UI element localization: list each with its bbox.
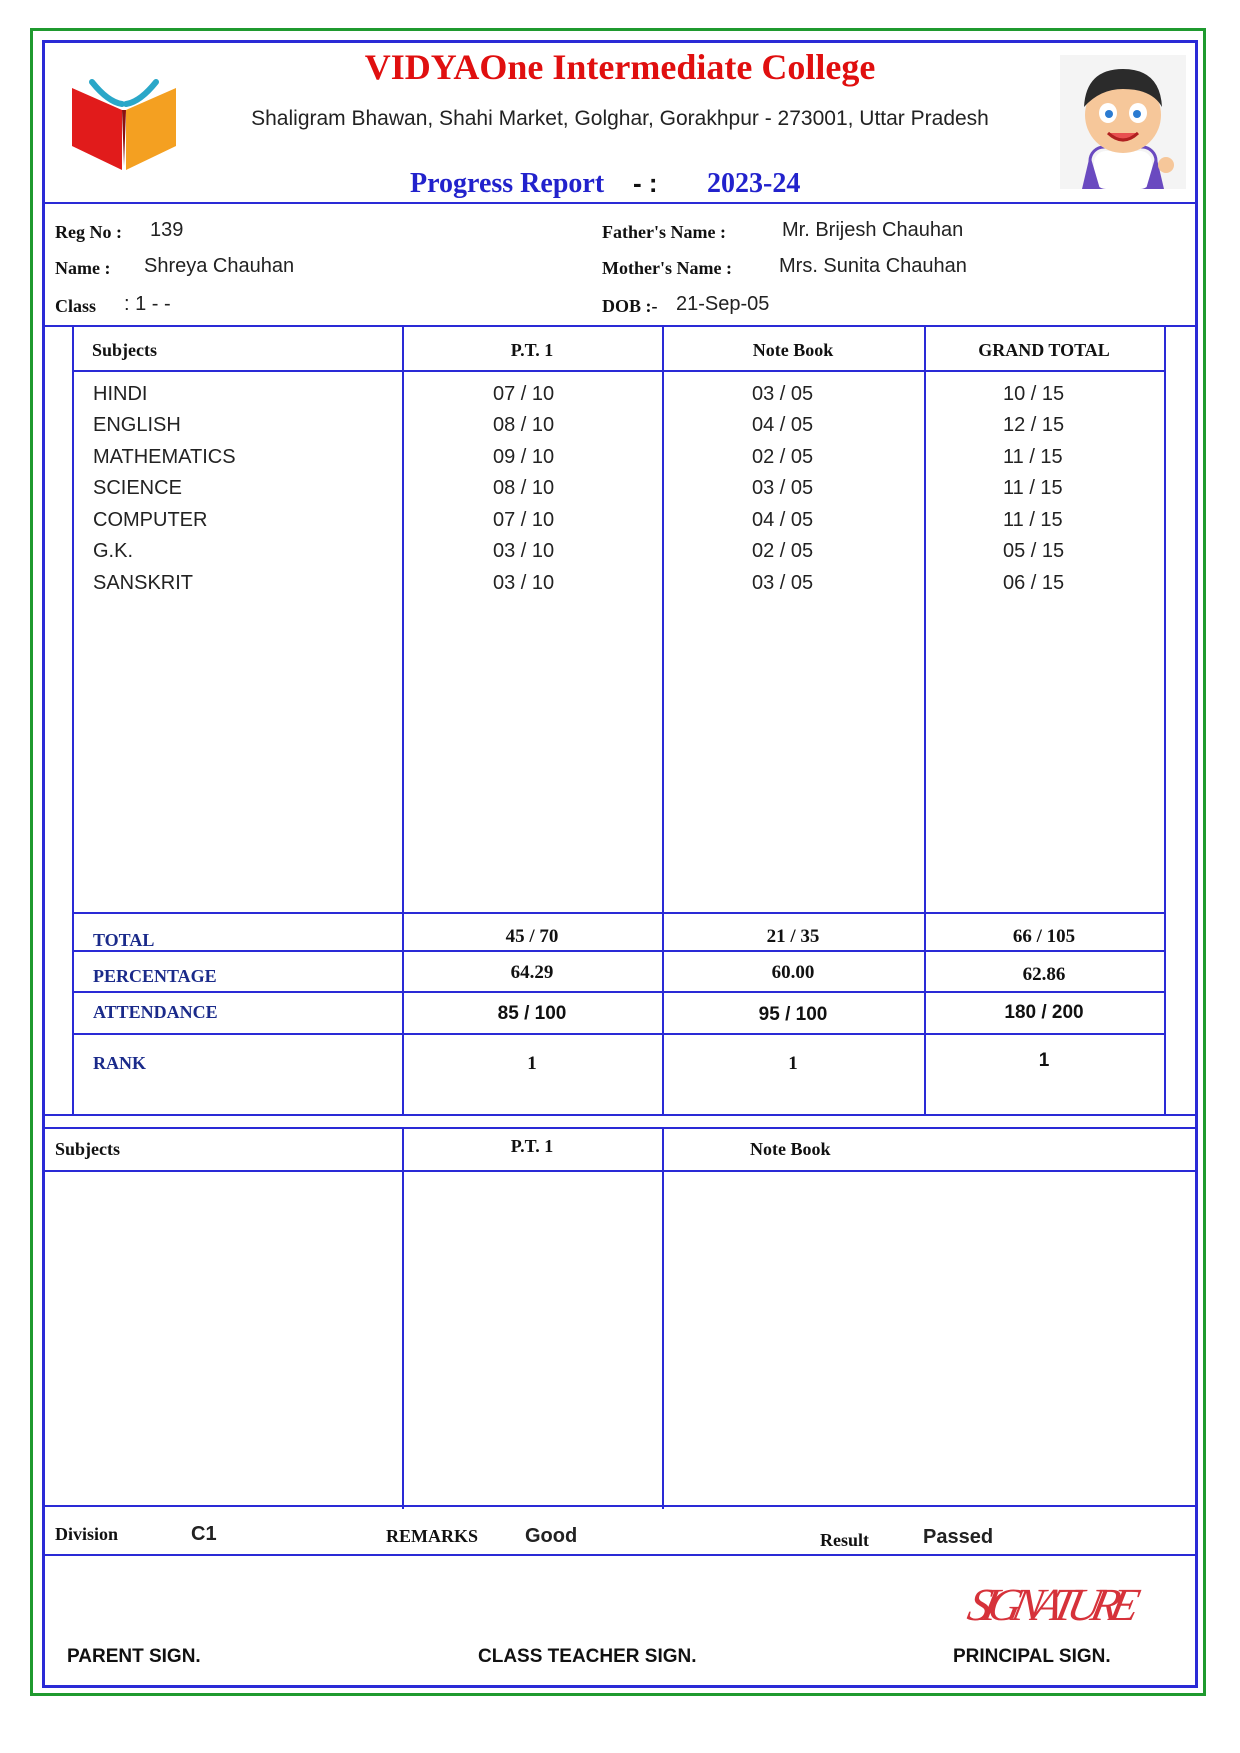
total-grand: 66 / 105 bbox=[1012, 926, 1076, 947]
marks-table-right-edge bbox=[1164, 325, 1166, 1115]
notebook-marks: 04 / 05 bbox=[752, 414, 814, 436]
marks-table-col-divider-2 bbox=[662, 325, 664, 1115]
student-cartoon-icon bbox=[1060, 55, 1186, 189]
parent-sign-label: PARENT SIGN. bbox=[67, 1646, 201, 1667]
subject-name: G.K. bbox=[93, 540, 134, 562]
co-header-pt1: P.T. 1 bbox=[510, 1136, 554, 1156]
marks-header-subjects: Subjects bbox=[92, 340, 158, 360]
grand-total-marks: 05 / 15 bbox=[1003, 540, 1065, 562]
pt1-marks: 08 / 10 bbox=[493, 477, 555, 499]
total-pt1: 45 / 70 bbox=[505, 926, 559, 947]
notebook-marks: 04 / 05 bbox=[752, 509, 814, 531]
report-session: 2023-24 bbox=[707, 168, 801, 199]
co-table-header-divider bbox=[42, 1170, 1198, 1172]
marks-header-divider bbox=[72, 370, 1166, 372]
notebook-marks: 03 / 05 bbox=[752, 383, 814, 405]
total-notebook: 21 / 35 bbox=[766, 926, 820, 947]
attendance-grand: 180 / 200 bbox=[1004, 1002, 1084, 1023]
attendance-pt1: 85 / 100 bbox=[497, 1003, 567, 1024]
pt1-marks: 09 / 10 bbox=[493, 446, 555, 468]
marks-header-pt1: P.T. 1 bbox=[510, 340, 554, 360]
pt1-marks: 03 / 10 bbox=[493, 540, 555, 562]
summary-divider-3 bbox=[72, 1033, 1166, 1035]
class-teacher-sign-label: CLASS TEACHER SIGN. bbox=[478, 1646, 697, 1667]
dob-value: 21-Sep-05 bbox=[676, 293, 770, 315]
mother-name-value: Mrs. Sunita Chauhan bbox=[779, 255, 967, 277]
marks-body-divider bbox=[72, 912, 1166, 914]
remarks-label: REMARKS bbox=[386, 1526, 479, 1546]
father-name-value: Mr. Brijesh Chauhan bbox=[782, 219, 964, 241]
name-label: Name : bbox=[55, 258, 111, 278]
result-divider bbox=[42, 1554, 1198, 1556]
student-photo bbox=[1060, 55, 1186, 189]
info-divider bbox=[42, 325, 1198, 327]
rank-pt1: 1 bbox=[527, 1053, 537, 1074]
subject-name: HINDI bbox=[93, 383, 148, 405]
attendance-label: ATTENDANCE bbox=[93, 1002, 218, 1022]
marks-table-bottom bbox=[42, 1114, 1198, 1116]
rank-grand: 1 bbox=[1038, 1050, 1050, 1071]
header-divider bbox=[42, 202, 1198, 204]
notebook-marks: 03 / 05 bbox=[752, 572, 814, 594]
pt1-marks: 07 / 10 bbox=[493, 383, 555, 405]
reg-no-value: 139 bbox=[150, 219, 184, 241]
signature-icon bbox=[962, 1572, 1152, 1632]
class-label: Class bbox=[55, 296, 97, 316]
co-table-col-divider-1 bbox=[402, 1127, 404, 1509]
report-title-separator: - : bbox=[633, 168, 658, 198]
rank-notebook: 1 bbox=[788, 1053, 798, 1074]
total-label: TOTAL bbox=[93, 930, 155, 950]
principal-signature-text: SIGNATURE bbox=[963, 1580, 1145, 1631]
percentage-pt1: 64.29 bbox=[510, 962, 554, 983]
summary-divider-1 bbox=[72, 950, 1166, 952]
percentage-notebook: 60.00 bbox=[771, 962, 815, 983]
grand-total-marks: 11 / 15 bbox=[1003, 446, 1063, 468]
college-name: VIDYAOne Intermediate College bbox=[364, 47, 876, 87]
notebook-marks: 03 / 05 bbox=[752, 477, 814, 499]
notebook-marks: 02 / 05 bbox=[752, 540, 814, 562]
report-title: Progress Report bbox=[410, 168, 605, 199]
marks-header-notebook: Note Book bbox=[752, 340, 834, 360]
notebook-marks: 02 / 05 bbox=[752, 446, 814, 468]
principal-signature-mark bbox=[962, 1572, 1152, 1632]
subject-name: ENGLISH bbox=[93, 414, 181, 436]
marks-header-grand-total: GRAND TOTAL bbox=[978, 340, 1110, 360]
subject-name: SANSKRIT bbox=[93, 572, 194, 594]
result-label: Result bbox=[820, 1530, 869, 1550]
marks-table-col-divider-1 bbox=[402, 325, 404, 1115]
reg-no-label: Reg No : bbox=[55, 222, 122, 242]
dob-label: DOB :- bbox=[602, 296, 658, 316]
pt1-marks: 03 / 10 bbox=[493, 572, 555, 594]
father-name-label: Father's Name : bbox=[602, 222, 726, 242]
summary-divider-2 bbox=[72, 991, 1166, 993]
marks-table-left-edge bbox=[72, 325, 74, 1115]
co-table-col-divider-2 bbox=[662, 1127, 664, 1509]
remarks-value: Good bbox=[525, 1525, 578, 1547]
co-header-subjects: Subjects bbox=[55, 1139, 121, 1159]
name-value: Shreya Chauhan bbox=[144, 255, 295, 277]
pt1-marks: 08 / 10 bbox=[493, 414, 555, 436]
subject-name: COMPUTER bbox=[93, 509, 208, 531]
grand-total-marks: 12 / 15 bbox=[1003, 414, 1065, 436]
grand-total-marks: 11 / 15 bbox=[1003, 477, 1063, 499]
mother-name-label: Mother's Name : bbox=[602, 258, 732, 278]
rank-label: RANK bbox=[93, 1053, 146, 1073]
percentage-label: PERCENTAGE bbox=[93, 966, 217, 986]
marks-table-col-divider-3 bbox=[924, 325, 926, 1115]
division-value: C1 bbox=[191, 1523, 217, 1545]
division-label: Division bbox=[55, 1524, 119, 1544]
result-value: Passed bbox=[923, 1526, 994, 1548]
open-book-logo-icon bbox=[64, 74, 184, 174]
class-value: : 1 - - bbox=[124, 293, 171, 315]
subject-name: MATHEMATICS bbox=[93, 446, 236, 468]
inner-border bbox=[42, 40, 1198, 1688]
principal-sign-label: PRINCIPAL SIGN. bbox=[953, 1646, 1111, 1667]
subject-name: SCIENCE bbox=[93, 477, 182, 499]
grand-total-marks: 11 / 15 bbox=[1003, 509, 1063, 531]
grand-total-marks: 10 / 15 bbox=[1003, 383, 1065, 405]
percentage-grand: 62.86 bbox=[1022, 964, 1066, 985]
attendance-notebook: 95 / 100 bbox=[758, 1004, 828, 1025]
co-scholastic-top bbox=[42, 1127, 1198, 1129]
college-logo bbox=[64, 74, 184, 174]
pt1-marks: 07 / 10 bbox=[493, 509, 555, 531]
grand-total-marks: 06 / 15 bbox=[1003, 572, 1065, 594]
co-scholastic-bottom bbox=[42, 1505, 1198, 1507]
college-address: Shaligram Bhawan, Shahi Market, Golghar, Gorakhpur - 273001, Uttar Pradesh bbox=[251, 107, 989, 130]
co-header-notebook: Note Book bbox=[750, 1139, 831, 1159]
